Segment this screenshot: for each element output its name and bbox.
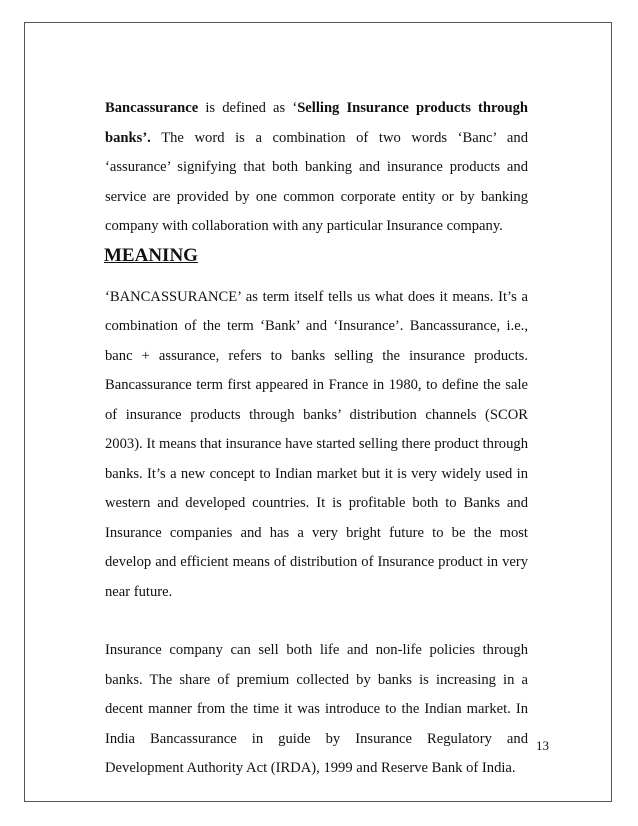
meaning-paragraph: ‘BANCASSURANCE’ as term itself tells us what does it means. It’s a combination of the term ‘Bank’ and ‘Insurance’. Bancassurance, i.e., banc + assurance, refers to banks selling the insurance products. Bancassurance term first appeared in France in 1980, to define the sale of insurance products through banks’ distribution channels (SCOR 2003). It means that insurance have started selling there product through banks. It’s a new concept to Indian market but it is very widely used in western and developed countries. It is profitable both to Banks and Insurance companies and has a very bright future to be the most develop and efficient means of distribution of Insurance product in very near future.: [105, 288, 528, 600]
heading-container: [105, 241, 528, 271]
document-body: [105, 94, 528, 784]
definition-paragraph: [105, 94, 528, 242]
section-heading-meaning: MEANING: [104, 244, 198, 266]
page-number: 13: [536, 738, 549, 753]
insurance-paragraph: Insurance company can sell both life and non-life policies through banks. The share of premium collected by banks is increasing in a decent manner from the time it was introduce to the Indian market. In India Bancassurance in guide by Insurance Regulatory and Development Authority Act (IRDA), 1999 and Reserve Bank of India.: [105, 642, 528, 776]
term-bancassurance: Bancassurance: [105, 100, 199, 116]
definition-text-a: is defined as ‘: [198, 100, 298, 116]
definition-text-b: The word is a combination of two words ‘Banc’ and ‘assurance’ signifying that both banking and insurance products and service are provided by one common corporate entity or by banking company with collaboration with any particular Insurance company.: [105, 129, 528, 234]
definition-bold-phrase: Selling Insurance products through banks’.: [105, 100, 528, 146]
